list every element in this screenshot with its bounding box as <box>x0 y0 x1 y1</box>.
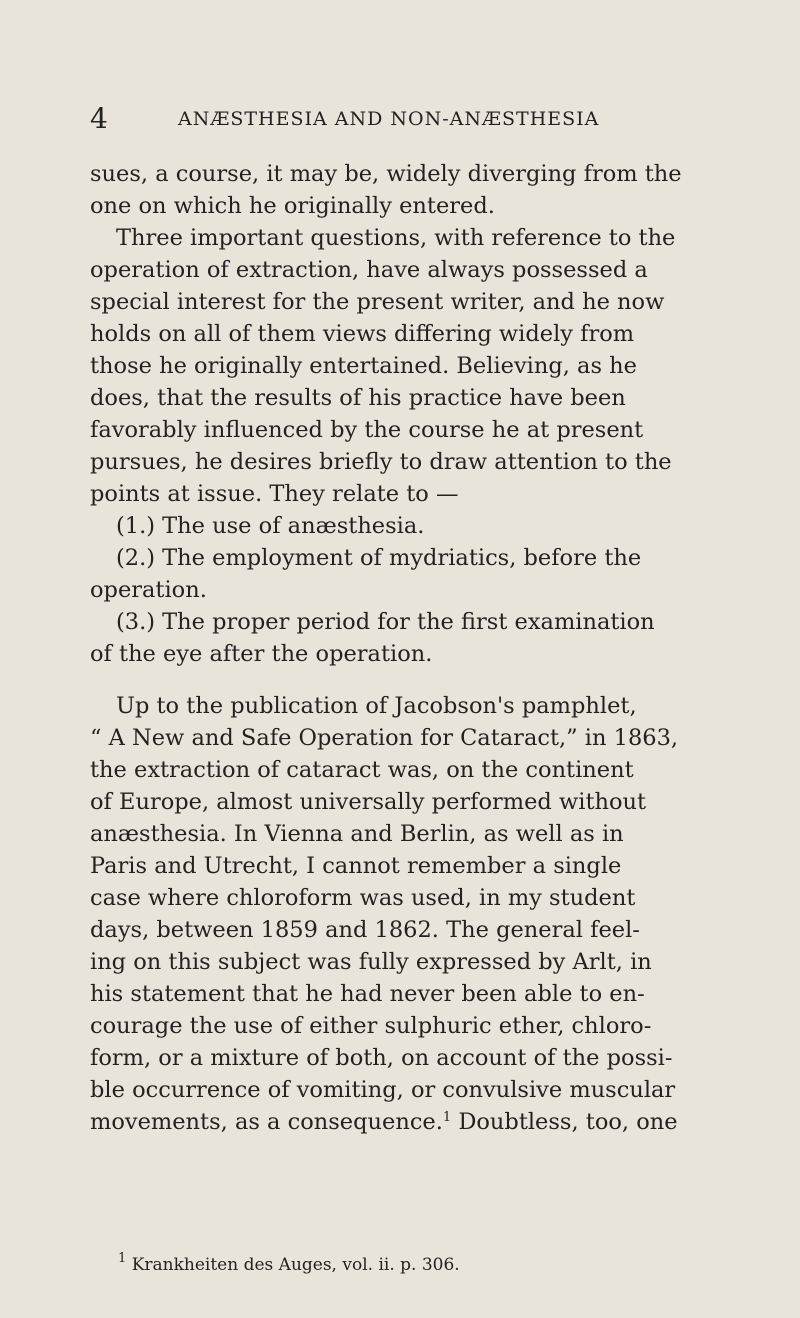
text-line: one on which he originally entered. <box>90 193 495 219</box>
text-line: Up to the publication of Jacobson's pamphlet, <box>116 693 637 719</box>
text-line: holds on all of them views differing widely from <box>90 321 635 347</box>
text-line: “ A New and Safe Operation for Cataract,” in 1863, <box>90 725 679 751</box>
text-line: of the eye after the operation. <box>90 641 433 667</box>
text-line: Paris and Utrecht, I cannot remember a single <box>90 853 622 879</box>
footnote-text: Krankheiten des Auges, vol. ii. p. 306. <box>131 1255 460 1275</box>
body-text <box>90 158 730 1138</box>
text-line: ing on this subject was fully expressed by Arlt, in <box>90 949 652 975</box>
running-head: ANÆSTHESIA AND NON-ANÆSTHESIA <box>178 108 600 130</box>
page-header <box>0 102 800 138</box>
text-line: Three important questions, with reference to the <box>116 225 676 251</box>
text-line <box>90 1106 730 1138</box>
text-line: points at issue. They relate to — <box>90 481 459 507</box>
text-line: days, between 1859 and 1862. The general feel- <box>90 917 640 943</box>
text-line: courage the use of either sulphuric ether, chloro- <box>90 1013 652 1039</box>
footnote-marker: 1 <box>118 1251 127 1266</box>
text-line: operation of extraction, have always possessed a <box>90 257 648 283</box>
page-number: 4 <box>90 102 108 135</box>
text-line: operation. <box>90 577 207 603</box>
text-line: case where chloroform was used, in my student <box>90 885 636 911</box>
text-line: of Europe, almost universally performed without <box>90 789 647 815</box>
text-fragment: movements, as a consequence. <box>90 1109 443 1135</box>
list-item: (3.) The proper period for the first examination <box>116 609 655 635</box>
text-line: pursues, he desires briefly to draw attention to the <box>90 449 672 475</box>
footnote-reference: 1 <box>442 1110 452 1125</box>
text-line: the extraction of cataract was, on the continent <box>90 757 634 783</box>
text-line: his statement that he had never been able to en- <box>90 981 645 1007</box>
list-item: (2.) The employment of mydriatics, before the <box>116 545 642 571</box>
text-line: favorably influenced by the course he at present <box>90 417 644 443</box>
text-line: anæsthesia. In Vienna and Berlin, as well as in <box>90 821 624 847</box>
text-line: ble occurrence of vomiting, or convulsive muscular <box>90 1077 676 1103</box>
text-fragment: Doubtless, too, one <box>458 1109 678 1135</box>
text-line: form, or a mixture of both, on account of the possi- <box>90 1045 673 1071</box>
text-line: those he originally entertained. Believing, as he <box>90 353 637 379</box>
footnote <box>118 1251 460 1275</box>
text-line: special interest for the present writer, and he now <box>90 289 665 315</box>
list-item: (1.) The use of anæsthesia. <box>116 513 425 539</box>
text-line: sues, a course, it may be, widely diverging from the <box>90 161 682 187</box>
text-line: does, that the results of his practice have been <box>90 385 626 411</box>
